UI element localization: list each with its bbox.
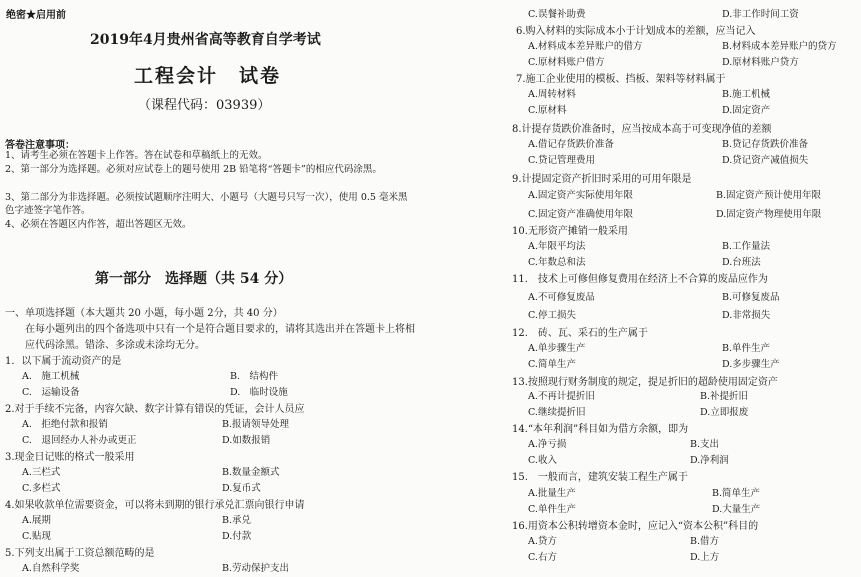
option: A.展期 [22, 515, 51, 526]
option: C.贷记管理费用 [528, 155, 595, 166]
option: B.单件生产 [722, 343, 771, 354]
option: A.不再计提折旧 [528, 391, 595, 402]
option: D.台班法 [722, 257, 761, 268]
notice-item: 2、第一部分为选择题。必须对应试卷上的题号使用 2B 铅笔将“答题卡”的相应代码涂黑。 [5, 164, 382, 175]
option: B.贷记存货跌价准备 [722, 139, 809, 150]
option: A. 施工机械 [22, 371, 80, 382]
question-stem: 13.按照现行财务制度的规定，提足折旧的超龄使用固定资产 [512, 377, 778, 388]
option: C. 退回经办人补办或更正 [22, 435, 137, 446]
option: C. 运输设备 [22, 387, 80, 398]
option: B. 结构件 [230, 371, 279, 382]
exam-title: 2019年4月贵州省高等教育自学考试 [90, 32, 321, 48]
notice-item: 3、第二部分为非选择题。必须按试题顺序注明大、小题号（大题号只写一次），使用 0.5 毫米黑色字迹签字笔作答。 [5, 192, 408, 216]
section-1-instruction: 在每小题列出的四个备选项中只有一个是符合题目要求的，请将其选出并在答题卡上将相应代码涂黑。错涂、多涂或未涂均无分。 [25, 324, 415, 351]
question-stem: 7.施工企业使用的模板、挡板、架料等材料属于 [516, 74, 726, 85]
question-stem: 16.用资本公积转增资本金时，应记入“资本公积”科目的 [512, 521, 759, 532]
option: B.简单生产 [712, 488, 761, 499]
option: C.原材料账户借方 [528, 57, 605, 68]
option: D.贷记资产减值损失 [722, 155, 809, 166]
option: A.不可修复废品 [528, 292, 595, 303]
option: C.停工损失 [528, 310, 576, 321]
question-stem: 9.计提固定资产折旧时采用的可用年限是 [512, 174, 692, 185]
option: C.年数总和法 [528, 257, 586, 268]
option: A.借记存货跌价准备 [528, 139, 614, 150]
option: D.如数报销 [222, 435, 271, 446]
option: C.误餐补助费 [528, 9, 586, 20]
option: D.大量生产 [712, 504, 761, 515]
option: C.继续提折旧 [528, 407, 586, 418]
option: C.收入 [528, 455, 557, 466]
option: C.单件生产 [528, 504, 576, 515]
option: D.固定资产物理使用年限 [716, 209, 822, 220]
question-stem: 3.现金日记账的格式一般采用 [5, 452, 135, 463]
option: D.原材料账户贷方 [722, 57, 799, 68]
question-stem: 8.计提存货跌价准备时，应当按成本高于可变现净值的差额 [512, 124, 772, 135]
option: D.净利润 [690, 455, 729, 466]
secret-mark: 绝密★启用前 [6, 10, 66, 21]
question-stem: 14.“本年利润”科目如为借方余额，即为 [512, 424, 689, 435]
option: A.批量生产 [528, 488, 576, 499]
option: B.借方 [690, 536, 720, 547]
option: B.可修复废品 [722, 292, 780, 303]
notice-heading: 答卷注意事项： [5, 140, 75, 151]
option: B.承兑 [222, 515, 252, 526]
notice-item: 4、必须在答题区内作答，超出答题区无效。 [5, 219, 192, 230]
option: A.三栏式 [22, 467, 61, 478]
question-stem: 2.对于手续不完备，内容欠缺、数字计算有错误的凭证，会计人员应 [5, 404, 305, 415]
option: C.固定资产准确使用年限 [528, 209, 633, 220]
notice-item: 1、请考生必须在答题卡上作答。答在试卷和草稿纸上的无效。 [5, 150, 268, 161]
option: A.年限平均法 [528, 241, 586, 252]
option: B.施工机械 [722, 89, 771, 100]
question-stem: 12. 砖、瓦、采石的生产属于 [512, 328, 648, 339]
option: D.复币式 [222, 483, 261, 494]
question-stem: 1．以下属于流动资产的是 [5, 356, 122, 367]
option: D.付款 [222, 531, 252, 542]
question-stem: 4.如果收款单位需要资金，可以将未到期的银行承兑汇票向银行申请 [5, 500, 305, 511]
course-code: （课程代码：03939） [138, 98, 271, 113]
option: D.非工作时间工资 [722, 9, 799, 20]
option: A.单步骤生产 [528, 343, 586, 354]
option: A.自然科学奖 [22, 563, 80, 574]
question-stem: 15. 一般而言，建筑安装工程生产属于 [512, 472, 688, 483]
question-stem: 5.下列支出属于工资总额范畴的是 [5, 548, 155, 559]
option: B.固定资产预计使用年限 [716, 190, 822, 201]
option: A.贷方 [528, 536, 557, 547]
option: B.支出 [690, 439, 720, 450]
option: D.多步骤生产 [722, 359, 780, 370]
subject-title: 工程会计 试卷 [134, 65, 282, 87]
option: B.工作量法 [722, 241, 771, 252]
option: C.简单生产 [528, 359, 576, 370]
option: C.多栏式 [22, 483, 61, 494]
part-title: 第一部分 选择题（共 54 分） [95, 271, 293, 287]
option: B.劳动保护支出 [222, 563, 290, 574]
question-stem: 6.购入材料的实际成本小于计划成本的差额，应当记入 [516, 26, 756, 37]
option: B.数量金额式 [222, 467, 280, 478]
section-1 [5, 306, 415, 354]
option: B.补提折旧 [700, 391, 749, 402]
option: D.上方 [690, 552, 720, 563]
option: C.原材料 [528, 105, 567, 116]
option: A.周转材料 [528, 89, 576, 100]
option: C.贴现 [22, 531, 51, 542]
question-stem: 11. 技术上可修但修复费用在经济上不合算的废品应作为 [512, 274, 768, 285]
question-stem: 10.无形资产摊销一般采用 [512, 226, 628, 237]
option: A.净亏损 [528, 439, 567, 450]
section-1-heading: 一、单项选择题（本大题共 20 小题，每小题 2分，共 40 分） [5, 308, 283, 319]
option: D.非常损失 [722, 310, 771, 321]
option: A.材料成本差异账户的借方 [528, 41, 643, 52]
option: A. 拒绝付款和报销 [22, 419, 108, 430]
option: B.材料成本差异账户的贷方 [722, 41, 837, 52]
option: D.固定资产 [722, 105, 771, 116]
option: C.右方 [528, 552, 557, 563]
option: D. 临时设施 [230, 387, 288, 398]
option: D.立即报废 [700, 407, 749, 418]
option: B.报请领导处理 [222, 419, 290, 430]
option: A.固定资产实际使用年限 [528, 190, 633, 201]
